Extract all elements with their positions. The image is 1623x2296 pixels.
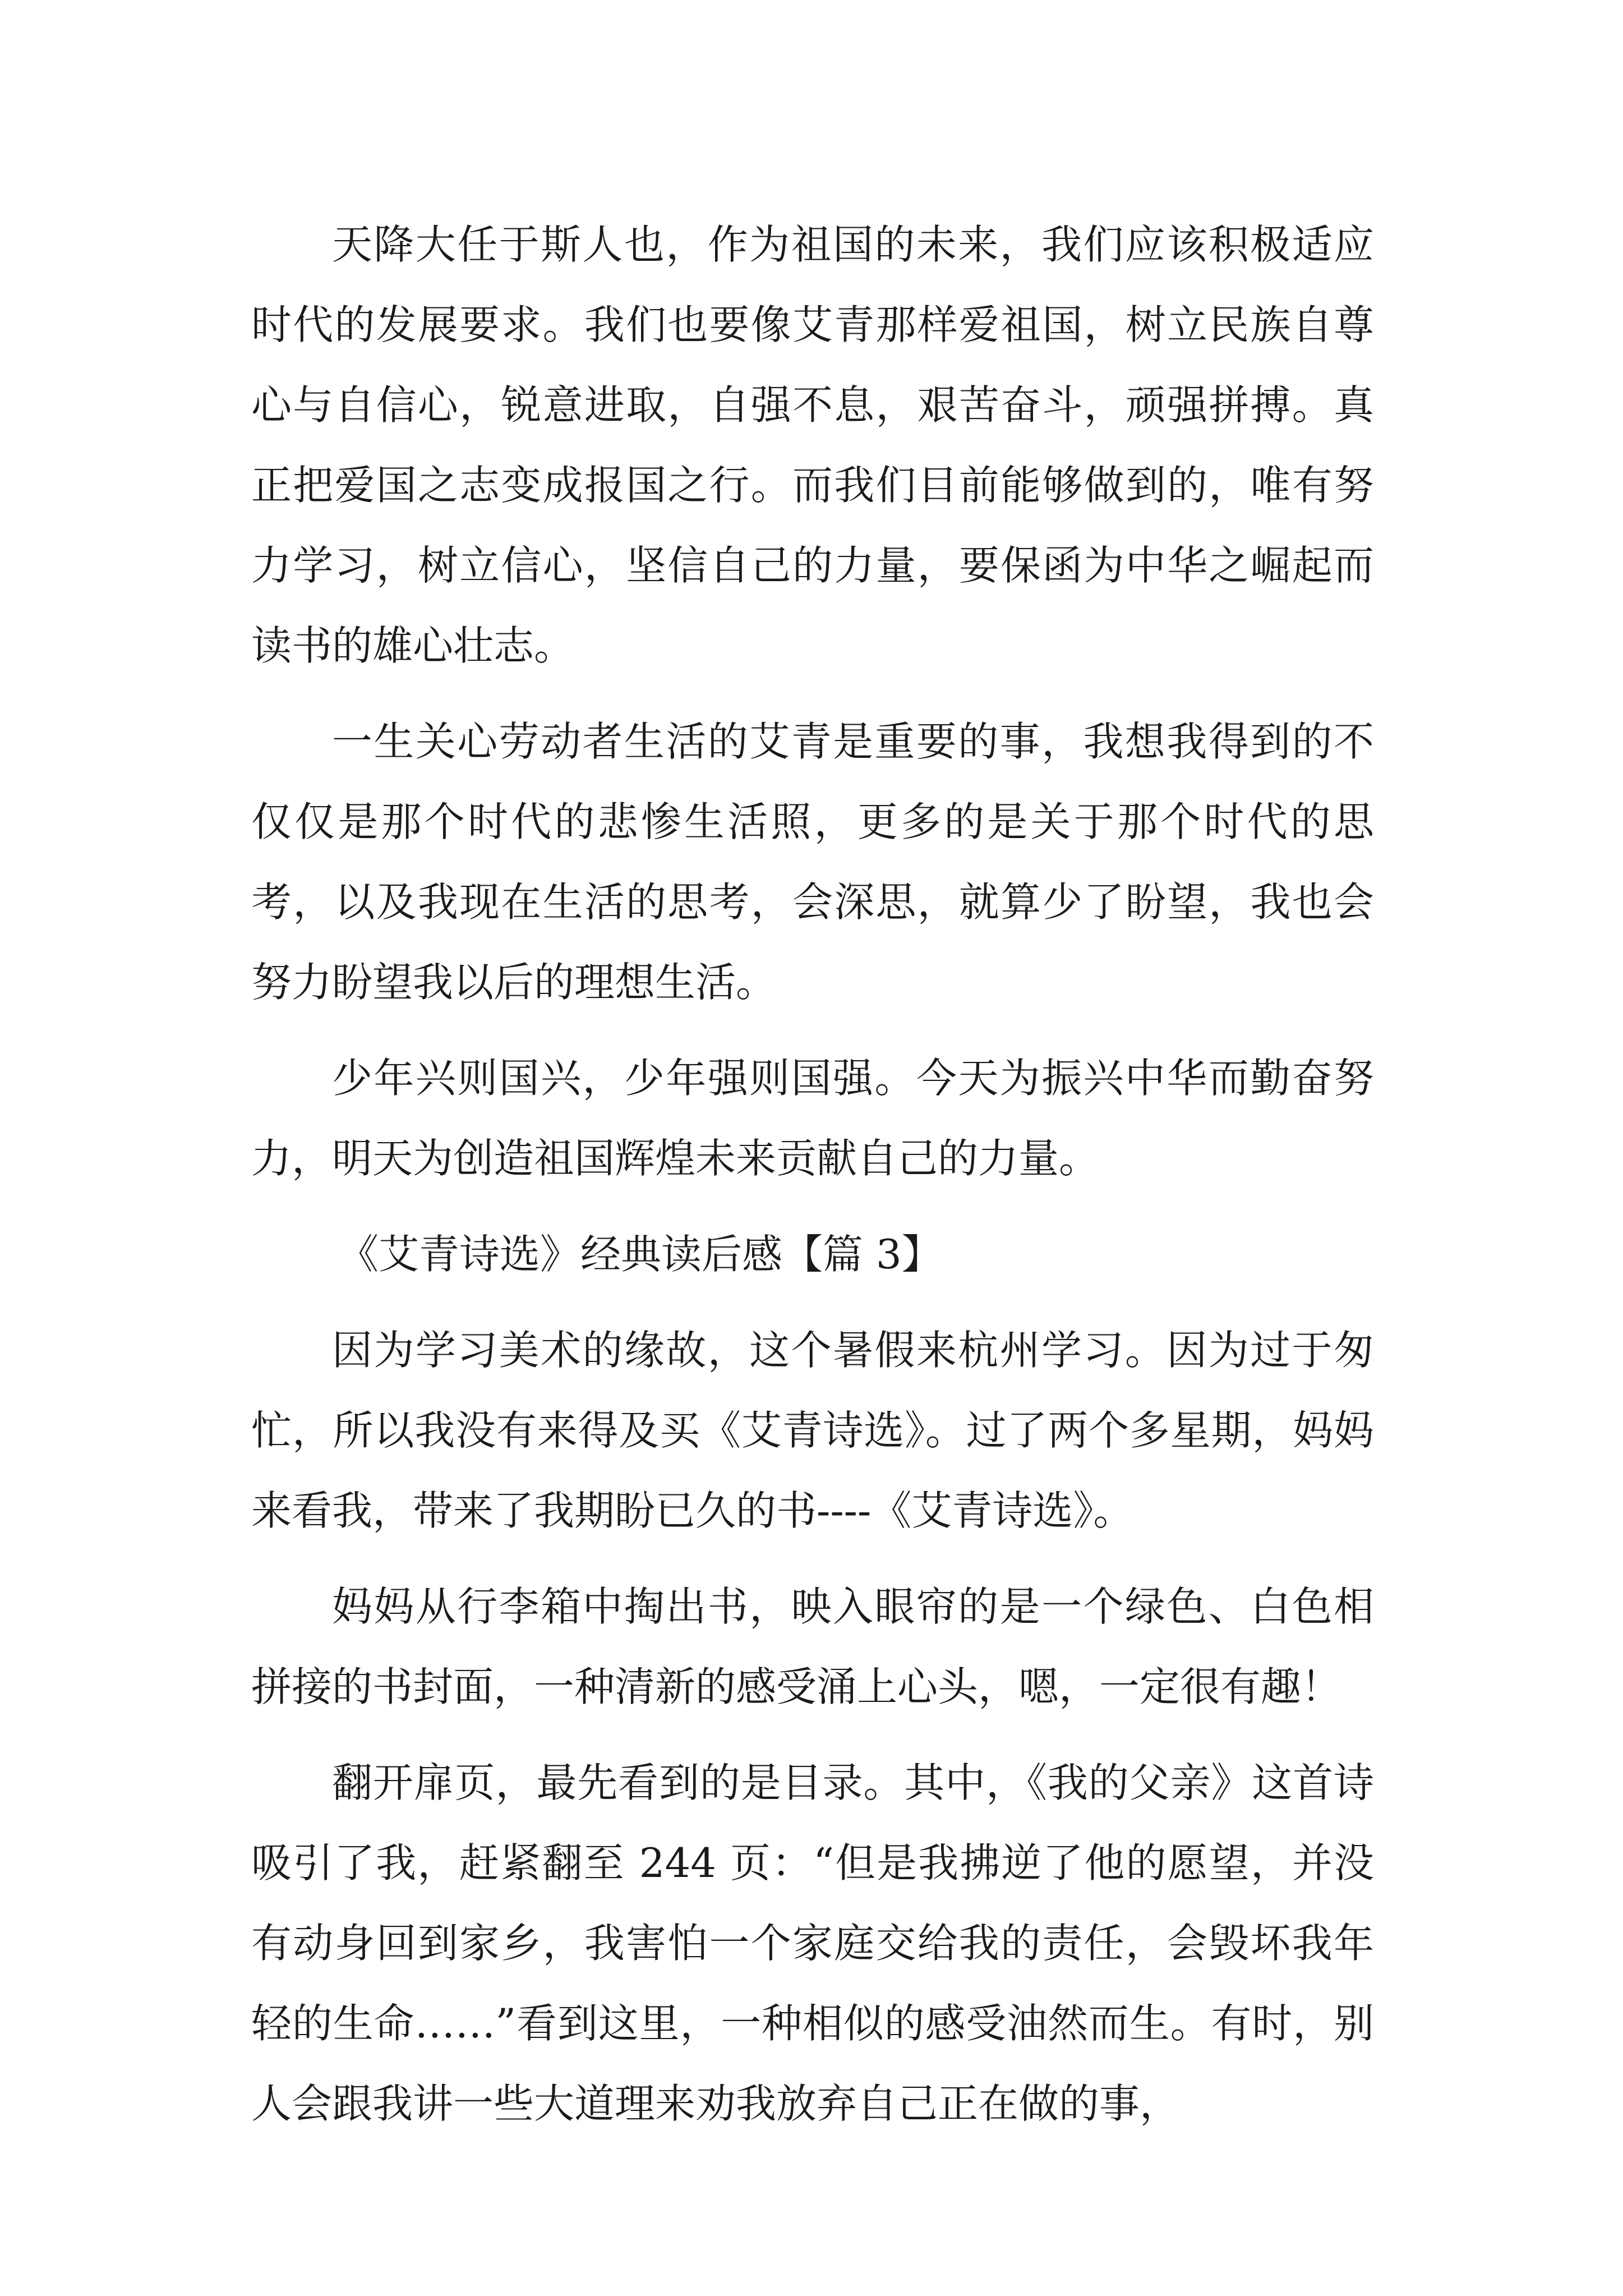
paragraph-my-father: 翻开扉页，最先看到的是目录。其中，《我的父亲》这首诗吸引了我，赶紧翻至 244 页：“但是我拂逆了他的愿望，并没有动身回到家乡，我害怕一个家庭交给我的责任，会毁坏我年轻的生命……”看到这里，一种相似的感受油然而生。有时，别人会跟我讲一些大道理来劝我放弃自己正在做的事， — [251, 1759, 1374, 2127]
section-heading: 《艾青诗选》经典读后感【篇 3】 — [338, 1231, 942, 1278]
paragraph-book-cover: 妈妈从行李箱中掏出书，映入眼帘的是一个绿色、白色相拼接的书封面，一种清新的感受涌上心头，嗯，一定很有趣！ — [251, 1583, 1374, 1710]
document-body — [251, 205, 1374, 2144]
paragraph-hangzhou: 因为学习美术的缘故，这个暑假来杭州学习。因为过于匆忙，所以我没有来得及买《艾青诗选》。过了两个多星期，妈妈来看我，带来了我期盼已久的书----《艾青诗选》。 — [251, 1327, 1374, 1534]
paragraph-patriotism: 天降大任于斯人也，作为祖国的未来，我们应该积极适应时代的发展要求。我们也要像艾青那样爱祖国，树立民族自尊心与自信心，锐意进取，自强不息，艰苦奋斗，顽强拼搏。真正把爱国之志变成报国之行。而我们目前能够做到的，唯有努力学习，树立信心，坚信自己的力量，要保函为中华之崛起而读书的雄心壮志。 — [251, 221, 1374, 669]
paragraph-youth: 少年兴则国兴，少年强则国强。今天为振兴中华而勤奋努力，明天为创造祖国辉煌未来贡献自己的力量。 — [251, 1055, 1374, 1182]
paragraph-ai-qing-life: 一生关心劳动者生活的艾青是重要的事，我想我得到的不仅仅是那个时代的悲惨生活照，更多的是关于那个时代的思考，以及我现在生活的思考，会深思，就算少了盼望，我也会努力盼望我以后的理想生活。 — [251, 718, 1374, 1006]
